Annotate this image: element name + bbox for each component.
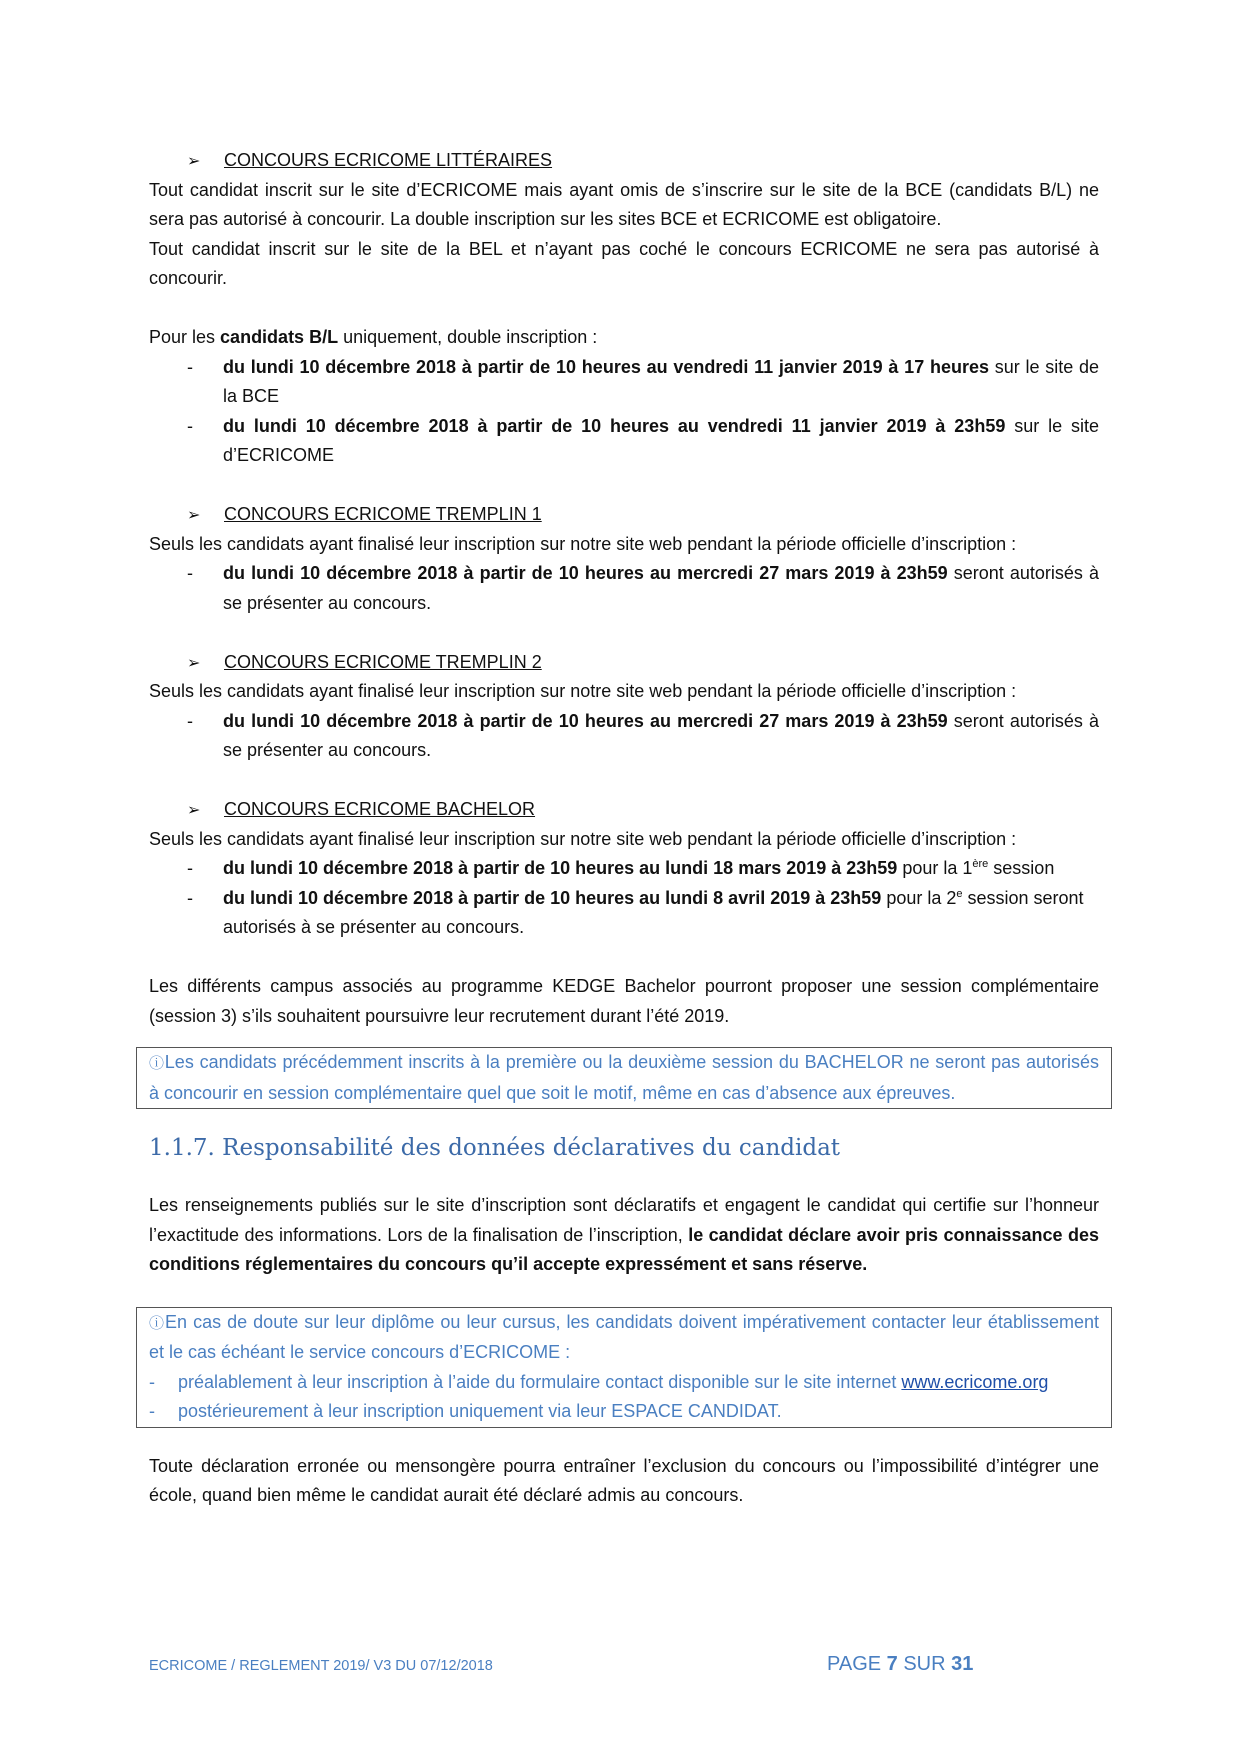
- total-pages: 31: [951, 1653, 974, 1675]
- note-text: Les candidats précédemment inscrits à la première ou la deuxième session du BACHELOR ne seront pas autorisés à concourir en session complémentaire quel que soit le motif, même en cas d’absence aux épreuves.: [149, 1052, 1099, 1103]
- bold-text: candidats B/L: [220, 327, 339, 347]
- heading-text: CONCOURS ECRICOME BACHELOR: [224, 799, 536, 819]
- bold-text: du lundi 10 décembre 2018 à partir de 10 heures au lundi 8 avril 2019 à 23h59: [223, 887, 882, 908]
- ecricome-link[interactable]: www.ecricome.org: [901, 1371, 1049, 1392]
- bold-text: du lundi 10 décembre 2018 à partir de 10 heures au vendredi 11 janvier 2019 à 17 heures: [223, 356, 989, 377]
- text: session seront autorisés à se présenter au concours.: [223, 887, 1084, 937]
- paragraph: Seuls les candidats ayant finalisé leur inscription sur notre site web pendant la période officielle d’inscription :: [149, 533, 1017, 554]
- superscript: ère: [972, 858, 989, 870]
- heading-text: CONCOURS ECRICOME TREMPLIN 2: [224, 651, 542, 672]
- note-text: préalablement à leur inscription à l’aide du formulaire contact disponible sur le site internet: [178, 1371, 902, 1392]
- list-item: - du lundi 10 décembre 2018 à partir de 10 heures au vendredi 11 janvier 2019 à 23h59 sur le site d’ECRICOME: [187, 415, 1099, 465]
- paragraph: Seuls les candidats ayant finalisé leur inscription sur notre site web pendant la période officielle d’inscription :: [149, 681, 1017, 701]
- paragraph: [149, 1191, 1099, 1280]
- text: pour la 2: [881, 887, 957, 908]
- text: Les renseignements publiés sur le site d’inscription sont déclaratifs et engagent le candidat qui certifie sur l’honneur l’exactitude des informations. Lors de la finalisation de l’inscription,: [149, 1195, 1099, 1245]
- text: sur le site d’ECRICOME: [223, 415, 1099, 465]
- heading-text: CONCOURS ECRICOME LITTÉRAIRES: [224, 150, 553, 170]
- info-icon: ⓘ: [149, 1054, 165, 1072]
- heading-text: CONCOURS ECRICOME TREMPLIN 1: [224, 504, 542, 524]
- arrow-bullet-icon: ➢: [187, 800, 201, 819]
- list-item: - du lundi 10 décembre 2018 à partir de 10 heures au lundi 8 avril 2019 à 23h59 pour la 2e session seront autorisés à se présenter au concours.: [187, 887, 1084, 937]
- text: uniquement, double inscription :: [338, 327, 598, 347]
- info-icon: ⓘ: [149, 1313, 166, 1332]
- arrow-bullet-icon: ➢: [187, 505, 201, 524]
- heading-tremplin-1: [149, 500, 1099, 530]
- note-intro: [149, 1308, 1099, 1368]
- bold-text: du lundi 10 décembre 2018 à partir de 10 heures au vendredi 11 janvier 2019 à 23h59: [223, 415, 1006, 436]
- list-item: - du lundi 10 décembre 2018 à partir de 10 heures au vendredi 11 janvier 2019 à 17 heures sur le site de la BCE: [187, 356, 1099, 406]
- list-item: - du lundi 10 décembre 2018 à partir de 10 heures au mercredi 27 mars 2019 à 23h59 seront autorisés à se présenter au concours.: [187, 710, 1100, 760]
- page-number: [827, 1653, 973, 1676]
- arrow-bullet-icon: ➢: [187, 652, 201, 672]
- note-list-item: - préalablement à leur inscription à l’aide du formulaire contact disponible sur le site internet www.ecricome.org: [149, 1371, 1049, 1392]
- paragraph: Tout candidat inscrit sur le site d’ECRICOME mais ayant omis de s’inscrire sur le site de la BCE (candidats B/L) ne sera pas autorisé à concourir. La double inscription sur les sites BCE et ECRICOME est obligatoire.: [149, 179, 1099, 229]
- info-box-doute: [136, 1307, 1112, 1428]
- text: pour la 1: [897, 858, 973, 878]
- note-text: postérieurement à leur inscription uniquement via leur ESPACE CANDIDAT.: [178, 1401, 782, 1421]
- bold-text: du lundi 10 décembre 2018 à partir de 10 heures au lundi 18 mars 2019 à 23h59: [223, 858, 898, 878]
- paragraph: Les différents campus associés au programme KEDGE Bachelor pourront proposer une session complémentaire (session 3) s’ils souhaitent poursuivre leur recrutement durant l’été 2019.: [149, 976, 1099, 1026]
- footer-reference: ECRICOME / REGLEMENT 2019/ V3 DU 07/12/2018: [149, 1658, 493, 1674]
- bold-text: le candidat déclare avoir pris connaissance des conditions réglementaires du concours qu’il accepte expressément et sans réserve.: [149, 1224, 1099, 1274]
- heading-litteraires: [149, 146, 1099, 176]
- text: seront autorisés à se présenter au concours.: [223, 710, 1100, 760]
- list-item: - du lundi 10 décembre 2018 à partir de 10 heures au lundi 18 mars 2019 à 23h59 pour la 1ère session: [187, 858, 1055, 878]
- text: session: [988, 858, 1055, 878]
- paragraph: Tout candidat inscrit sur le site de la BEL et n’ayant pas coché le concours ECRICOME ne sera pas autorisé à concourir.: [149, 238, 1099, 288]
- paragraph-intro: [149, 323, 1099, 353]
- text: sur le site de la BCE: [223, 356, 1099, 406]
- note-text: En cas de doute sur leur diplôme ou leur cursus, les candidats doivent impérativement contacter leur établissement et le cas échéant le service concours d’ECRICOME :: [149, 1311, 1099, 1362]
- info-box-bachelor: [136, 1047, 1112, 1109]
- list-item: - du lundi 10 décembre 2018 à partir de 10 heures au mercredi 27 mars 2019 à 23h59 seront autorisés à se présenter au concours.: [187, 563, 1100, 613]
- document-body: [149, 146, 1099, 1511]
- bold-text: du lundi 10 décembre 2018 à partir de 10 heures au mercredi 27 mars 2019 à 23h59: [223, 710, 948, 731]
- current-page: 7: [886, 1653, 898, 1675]
- section-title: 1.1.7. Responsabilité des données déclaratives du candidat: [149, 1135, 841, 1161]
- text: Pour les: [149, 327, 221, 347]
- text: PAGE: [827, 1653, 887, 1675]
- arrow-bullet-icon: ➢: [187, 151, 201, 170]
- text: SUR: [897, 1653, 952, 1675]
- superscript: e: [956, 887, 963, 900]
- paragraph: Toute déclaration erronée ou mensongère pourra entraîner l’exclusion du concours ou l’impossibilité d’intégrer une école, quand bien même le candidat aurait été déclaré admis au concours.: [149, 1455, 1099, 1505]
- text: seront autorisés à se présenter au concours.: [223, 563, 1100, 613]
- paragraph: Seuls les candidats ayant finalisé leur inscription sur notre site web pendant la période officielle d’inscription :: [149, 828, 1017, 849]
- heading-bachelor: [149, 795, 1099, 825]
- bold-text: du lundi 10 décembre 2018 à partir de 10 heures au mercredi 27 mars 2019 à 23h59: [223, 563, 948, 583]
- heading-tremplin-2: [149, 648, 1099, 678]
- note-list-item: - postérieurement à leur inscription uniquement via leur ESPACE CANDIDAT.: [149, 1401, 782, 1421]
